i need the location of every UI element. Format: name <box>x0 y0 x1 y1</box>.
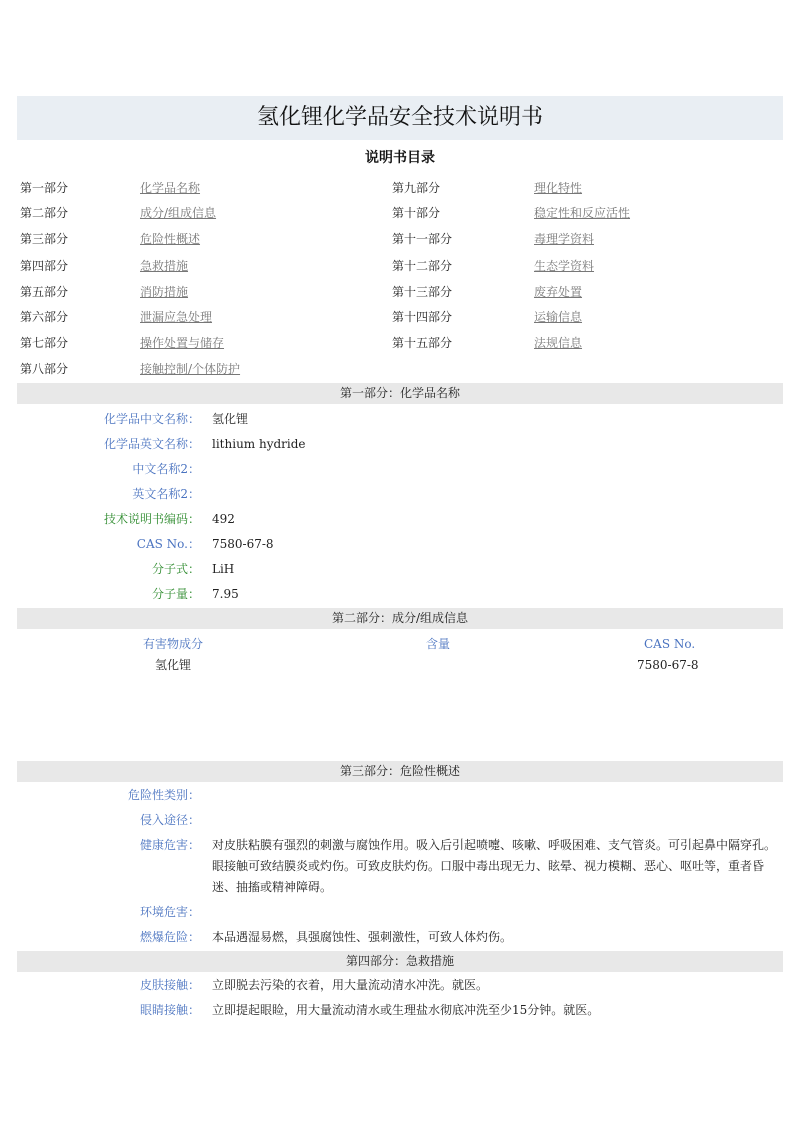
toc-link[interactable]: 运输信息 <box>534 310 583 324</box>
field-label: 分子量： <box>151 587 200 601</box>
column-header: 含量 <box>426 637 451 651</box>
field-label: 侵入途径： <box>139 813 200 827</box>
toc-link[interactable]: 操作处置与储存 <box>140 336 225 350</box>
section-header-part1: 第一部分：化学品名称 <box>17 383 783 404</box>
toc-link[interactable]: 毒理学资料 <box>534 232 595 246</box>
field-label: 化学品英文名称： <box>103 437 200 451</box>
column-header: CAS No. <box>644 637 696 651</box>
toc-part-number: 第九部分 <box>392 181 441 195</box>
column-header: 有害物成分 <box>143 637 204 651</box>
field-label: 分子式： <box>151 562 200 576</box>
component-name: 氢化锂 <box>155 658 192 672</box>
toc-part-number: 第十三部分 <box>392 285 453 299</box>
component-cas: 7580-67-8 <box>637 658 699 672</box>
toc-part-number: 第十二部分 <box>392 259 453 273</box>
toc-part-number: 第十部分 <box>392 206 441 220</box>
field-label: 危险性类别： <box>127 788 200 802</box>
field-label: 技术说明书编码： <box>103 512 200 526</box>
toc-part-number: 第八部分 <box>20 362 69 376</box>
field-label: CAS No.： <box>136 537 200 551</box>
toc-part-number: 第三部分 <box>20 232 69 246</box>
toc-link[interactable]: 法规信息 <box>534 336 583 350</box>
field-label: 皮肤接触： <box>139 978 200 992</box>
field-label: 健康危害： <box>139 838 200 852</box>
toc-part-number: 第十一部分 <box>392 232 453 246</box>
field-value: 立即脱去污染的衣着，用大量流动清水冲洗。就医。 <box>212 978 489 992</box>
section-header-part4: 第四部分：急救措施 <box>17 951 783 972</box>
field-label: 化学品中文名称： <box>103 412 200 426</box>
toc-part-number: 第七部分 <box>20 336 69 350</box>
field-label: 环境危害： <box>139 905 200 919</box>
document-title: 氢化锂化学品安全技术说明书 <box>17 96 783 140</box>
field-value: 立即提起眼睑，用大量流动清水或生理盐水彻底冲洗至少15分钟。就医。 <box>212 1003 600 1017</box>
toc-part-number: 第五部分 <box>20 285 69 299</box>
field-value: 氢化锂 <box>212 412 249 426</box>
toc-link[interactable]: 生态学资料 <box>534 259 595 273</box>
toc-link[interactable]: 危险性概述 <box>140 232 201 246</box>
section-header-part2: 第二部分：成分/组成信息 <box>17 608 783 629</box>
toc-part-number: 第十五部分 <box>392 336 453 350</box>
toc-link[interactable]: 理化特性 <box>534 181 583 195</box>
toc-link[interactable]: 急救措施 <box>140 259 189 273</box>
field-label: 中文名称2： <box>132 462 200 476</box>
toc-link[interactable]: 废弃处置 <box>534 285 583 299</box>
toc-part-number: 第六部分 <box>20 310 69 324</box>
toc-link[interactable]: 消防措施 <box>140 285 189 299</box>
field-value: 对皮肤粘膜有强烈的刺激与腐蚀作用。吸入后引起喷嚏、咳嗽、呼吸困难、支气管炎。可引起鼻中隔穿孔。眼接触可致结膜炎或灼伤。可致皮肤灼伤。口服中毒出现无力、眩晕、视力模糊、恶心、呕吐等，重者昏迷、抽搐或精神障碍。 <box>212 838 777 894</box>
toc-link[interactable]: 泄漏应急处理 <box>140 310 213 324</box>
toc-link[interactable]: 化学品名称 <box>140 181 201 195</box>
field-value: 492 <box>212 512 235 526</box>
section-header-part3: 第三部分：危险性概述 <box>17 761 783 782</box>
field-value: 7580-67-8 <box>212 537 274 551</box>
toc-part-number: 第四部分 <box>20 259 69 273</box>
toc-link[interactable]: 成分/组成信息 <box>140 206 217 220</box>
field-value: 7.95 <box>212 587 239 601</box>
field-value: LiH <box>212 562 235 576</box>
toc-link[interactable]: 接触控制/个体防护 <box>140 362 241 376</box>
toc-heading: 说明书目录 <box>365 150 435 166</box>
field-label: 眼睛接触： <box>139 1003 200 1017</box>
toc-part-number: 第十四部分 <box>392 310 453 324</box>
field-label: 英文名称2： <box>132 487 200 501</box>
field-label: 燃爆危险： <box>139 930 200 944</box>
toc-part-number: 第一部分 <box>20 181 69 195</box>
field-value: lithium hydride <box>212 437 306 451</box>
field-value: 本品遇湿易燃，具强腐蚀性、强刺激性，可致人体灼伤。 <box>212 930 513 944</box>
toc-part-number: 第二部分 <box>20 206 69 220</box>
toc-link[interactable]: 稳定性和反应活性 <box>534 206 631 220</box>
